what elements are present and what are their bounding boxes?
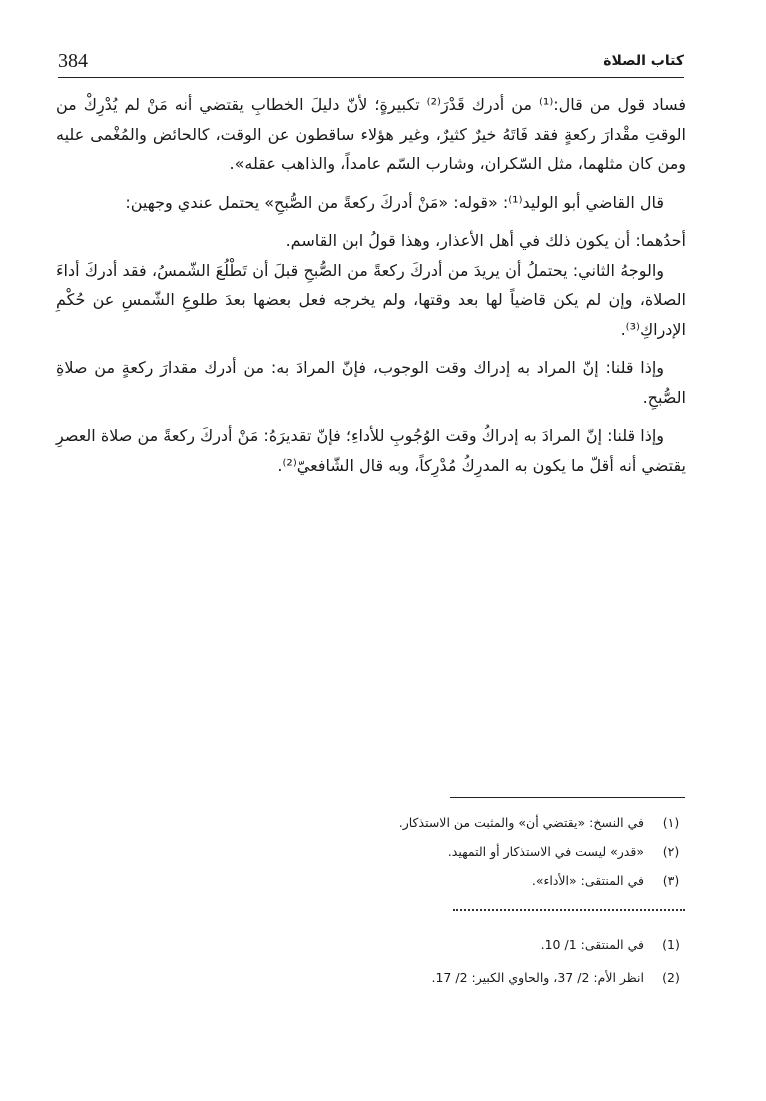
footnote xyxy=(56,837,686,866)
paragraph-6: وإذا قلنا: إنّ المرادَ به إدراكُ وقت الوُجُوبِ للأداءِ؛ فإنّ تقديرَهُ: مَنْ أدركَ ركعةً من صلاة العصرِ يقتضي أنه أقلّ ما يكون به المدرِكُ مُدْرِكاً، وبه قال الشّافعيّ⁽²⁾. xyxy=(56,426,686,475)
footnote-number: (٢) xyxy=(662,844,680,859)
footnote xyxy=(56,866,686,895)
footnote xyxy=(56,961,686,994)
footnote-text: في النسخ: «يقتضي أن» والمثبت من الاستذكار. xyxy=(398,815,644,830)
paragraph-5: وإذا قلنا: إنّ المراد به إدراك وقت الوجوب، فإنّ المرادَ به: من أدرك مقدارَ ركعةٍ من صلاةِ الصُّبحِ. xyxy=(56,358,686,407)
paragraph-3: أحدُهما: أن يكون ذلك في أهل الأعذار، وهذا قولُ ابن القاسم. xyxy=(285,231,686,250)
page-number: 384 xyxy=(58,50,88,72)
footnote-text: في المنتقى: 1/ 10. xyxy=(540,937,644,952)
footnote-number: (1) xyxy=(662,937,680,952)
main-text xyxy=(56,90,686,480)
footnote-number: (2) xyxy=(662,970,680,985)
running-title: كتاب الصلاة xyxy=(603,53,684,69)
manuscript-footnotes xyxy=(56,808,686,895)
paragraph-4: والوجهُ الثاني: يحتملُ أن يريدَ من أدركَ ركعةً من الصُّبحِ قبلَ أن تَطْلُعَ الشّمسُ، فقد أدركَ أداءَ الصلاة، وإن لم يكن قاضياً لها بعد وقتها، ولم يخرجه فعل بعضها بعدَ طلوعِ الشّمسِ عن حُكْمِ الإدراكِ⁽³⁾. xyxy=(56,260,686,339)
paragraph-1: فساد قول من قال:⁽¹⁾ من أدرك قَدْرَ⁽²⁾ تكبيرةٍ؛ لأنّ دليلَ الخطابِ يقتضي أنه مَنْ لم يُدْرِكْ من الوقتِ مقْدارَ ركعةٍ فقد فَاتَهُ خيرٌ كثيرٌ، وغير هؤلاء ساقطون عن الوقت، كالحائض والمُغْمى عليه ومن كان مثلهما، مثل السّكران، وشارب السّم عامداً، والذاهب عقله». xyxy=(56,95,687,173)
footnote xyxy=(56,808,686,837)
page-header xyxy=(58,50,684,74)
footnote-rule xyxy=(450,797,685,798)
footnote-number: (٣) xyxy=(662,873,680,888)
editor-footnotes xyxy=(56,928,686,994)
footnote xyxy=(56,928,686,961)
paragraph-2: قال القاضي أبو الوليد⁽¹⁾: «قوله: «مَنْ أدركَ ركعةً من الصُّبحِ» يحتمل عندي وجهين: xyxy=(125,192,664,212)
footnote-text: في المنتقى: «الأداء». xyxy=(531,873,644,888)
dotted-separator xyxy=(453,909,685,915)
footnote-text: انظر الأم: 2/ 37، والحاوي الكبير: 2/ 17. xyxy=(431,970,644,985)
header-rule xyxy=(58,77,684,78)
footnote-text: «قدر» ليست في الاستذكار أو التمهيد. xyxy=(447,844,644,859)
footnote-number: (١) xyxy=(662,815,680,830)
